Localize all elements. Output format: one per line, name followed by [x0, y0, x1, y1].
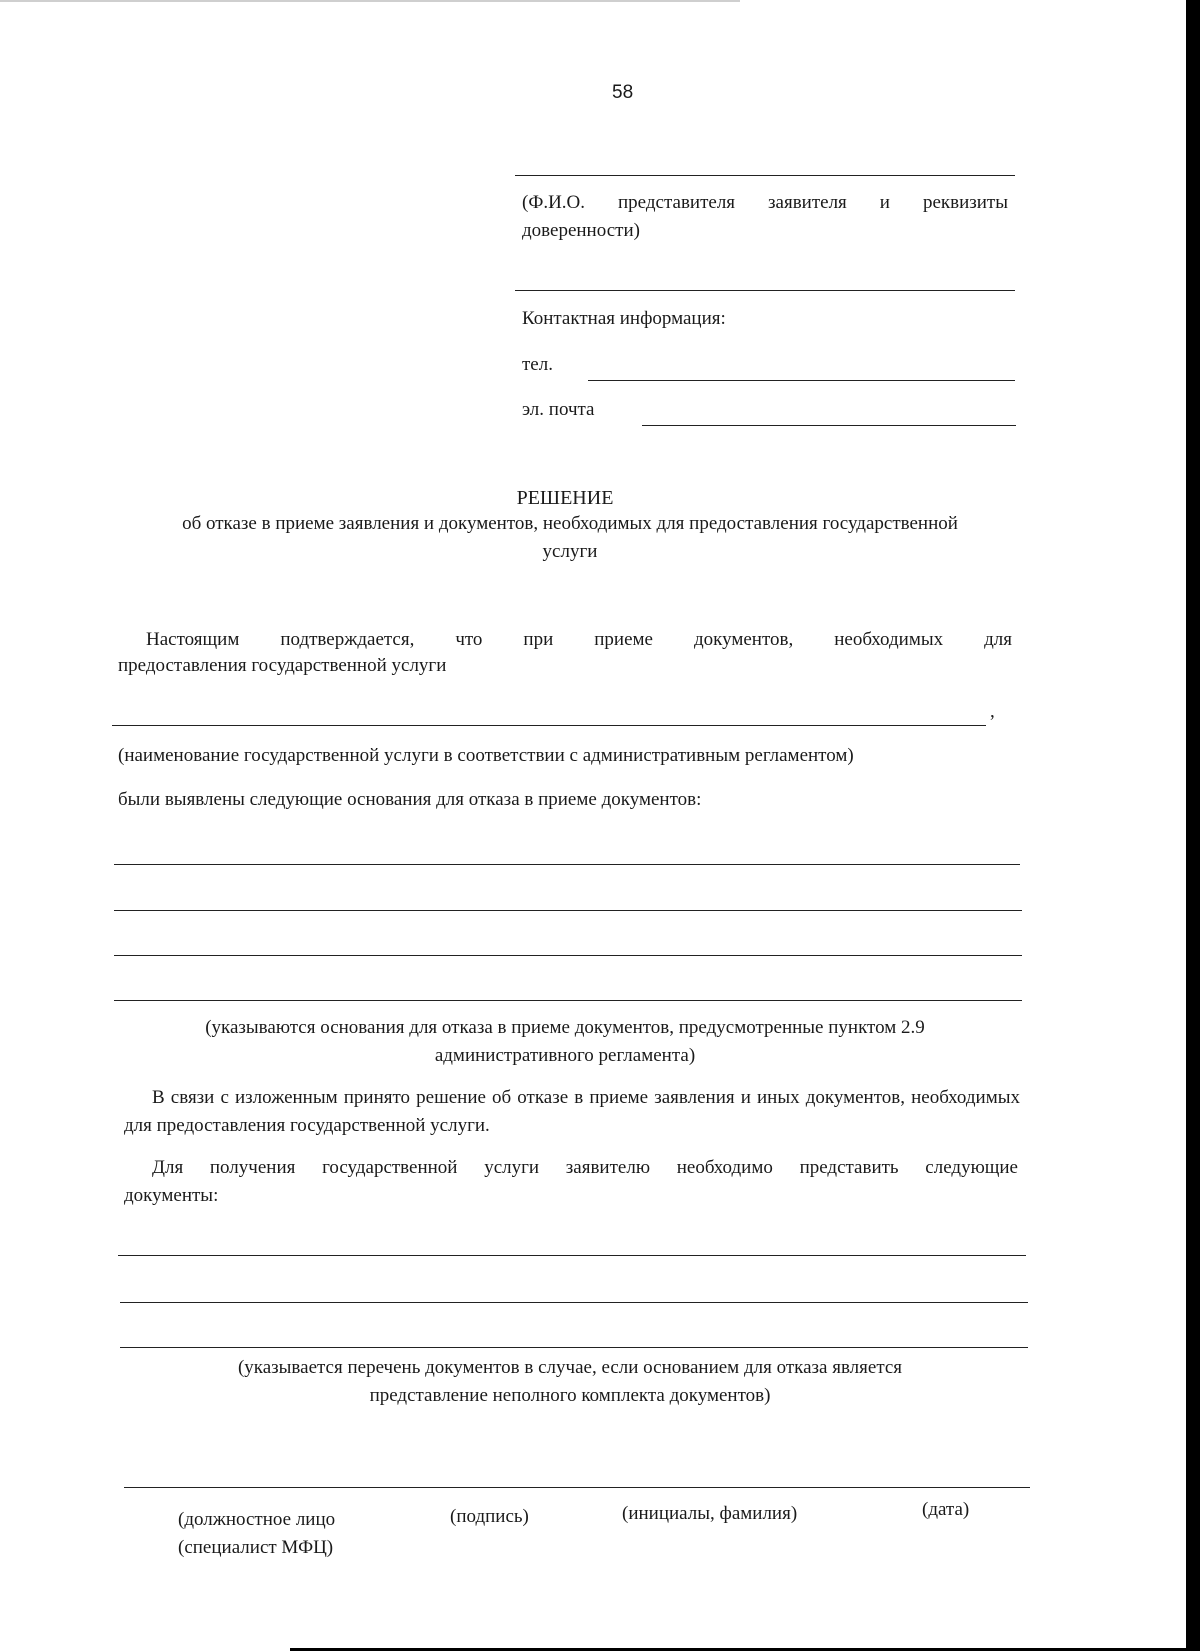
service-comma: , [990, 701, 995, 722]
service-name-line [112, 725, 986, 726]
docs-line-2 [120, 1302, 1028, 1303]
scan-edge-top [0, 0, 740, 2]
intro-line2: предоставления государственной услуги [118, 655, 447, 676]
document-title: РЕШЕНИЕ [516, 487, 614, 509]
page-number: 58 [612, 82, 634, 103]
representative-line [515, 175, 1015, 176]
phone-line [588, 380, 1015, 381]
grounds-line-1 [114, 864, 1020, 865]
required-docs-line2: документы: [124, 1185, 219, 1206]
signature-label: (подпись) [450, 1506, 529, 1527]
grounds-intro: были выявлены следующие основания для отказа в приеме документов: [118, 789, 702, 810]
required-docs-line1: Для получения государственной услуги заявителю необходимо представить следующие [152, 1157, 1018, 1178]
phone-label: тел. [522, 354, 553, 375]
decision-text: В связи с изложенным принято решение об отказе в приеме заявления и иных документов, необходимых для предоставления государственной услуги. [124, 1087, 1020, 1136]
scan-edge-right [1186, 0, 1200, 1651]
grounds-line-3 [114, 955, 1022, 956]
service-caption: (наименование государственной услуги в соответствии с административным регламентом) [118, 745, 854, 766]
docs-line-1 [118, 1255, 1026, 1256]
official-label-line2: (специалист МФЦ) [178, 1537, 334, 1558]
contact-top-line [515, 290, 1015, 291]
contact-label: Контактная информация: [522, 308, 726, 329]
representative-caption-line2: доверенности) [522, 220, 640, 241]
grounds-caption: (указываются основания для отказа в приеме документов, предусмотренные пунктом 2.9 административного регламента) [205, 1017, 925, 1066]
intro-line1: Настоящим подтверждается, что при приеме документов, необходимых для [146, 629, 1012, 650]
date-label: (дата) [922, 1499, 970, 1520]
document-subtitle: об отказе в приеме заявления и документов, необходимых для предоставления государственной услуги [182, 513, 958, 562]
docs-line-3 [120, 1347, 1028, 1348]
grounds-line-2 [114, 910, 1022, 911]
representative-caption-line1: (Ф.И.О. представителя заявителя и реквизиты [522, 192, 1008, 213]
grounds-line-4 [114, 1000, 1022, 1001]
official-label: (должностное лицо [178, 1509, 336, 1530]
email-line [642, 425, 1016, 426]
email-label: эл. почта [522, 399, 595, 420]
signature-line [124, 1487, 1030, 1488]
docs-caption: (указывается перечень документов в случае, если основанием для отказа является представление неполного комплекта документов) [237, 1357, 903, 1406]
name-label: (инициалы, фамилия) [622, 1503, 798, 1524]
